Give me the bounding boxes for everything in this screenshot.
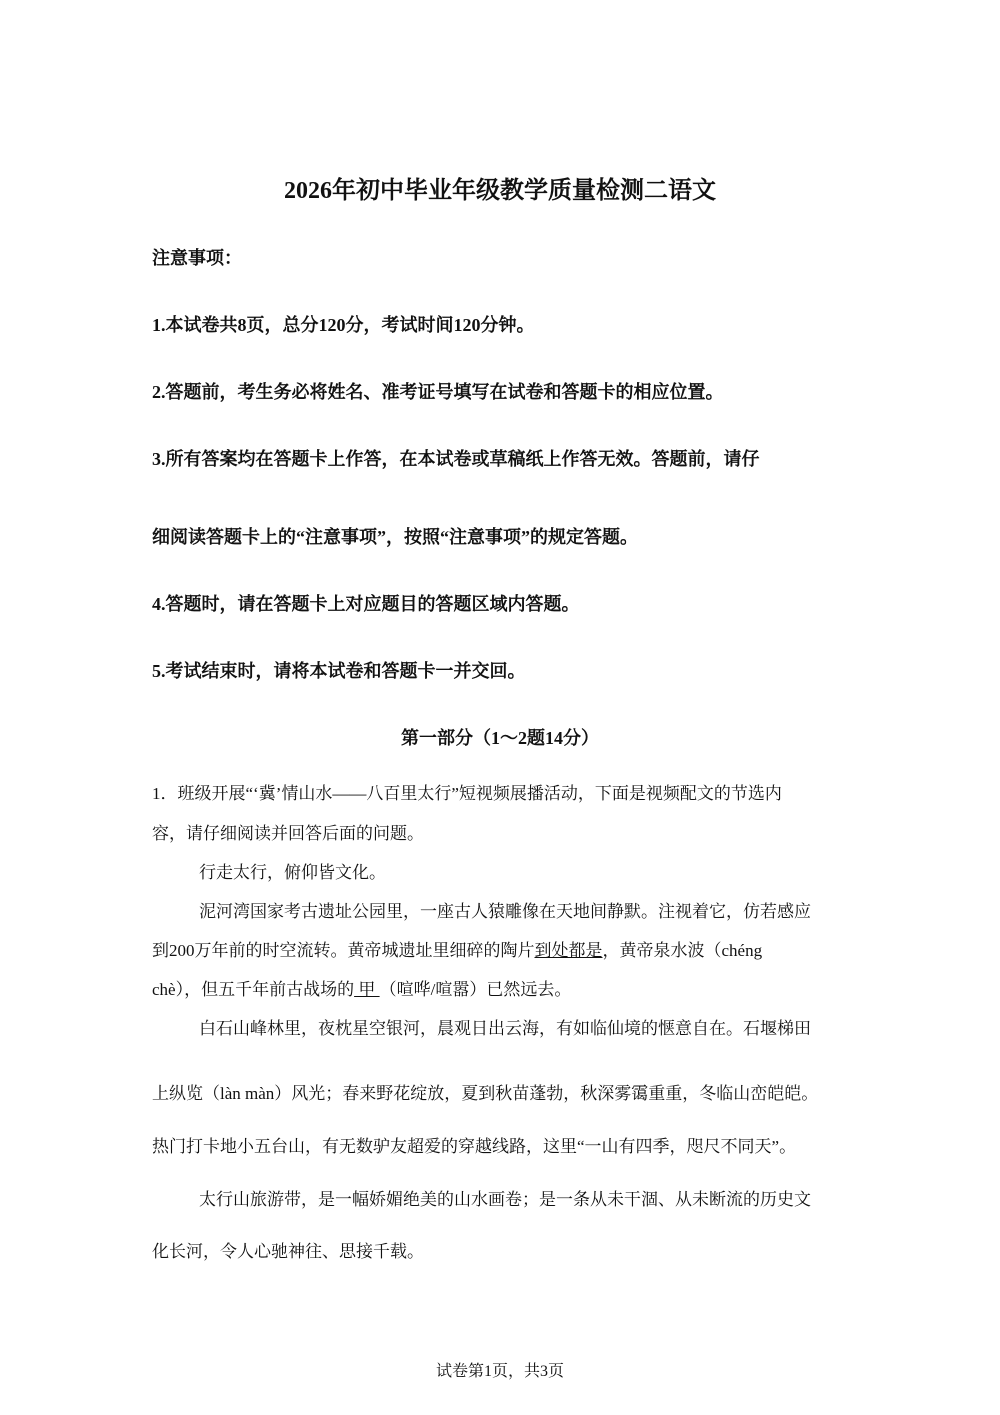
notice-item-3-line-1: 3.所有答案均在答题卡上作答，在本试卷或草稿纸上作答无效。答题前，请仔 <box>152 449 760 469</box>
notice-item-5: 5.考试结束时，请将本试卷和答题卡一并交回。 <box>152 661 526 681</box>
question-1-stem-line-2: 容，请仔细阅读并回答后面的问题。 <box>152 824 424 843</box>
p2-line2-text-a: 到200万年前的时空流转。黄帝城遗址里细碎的陶片 <box>152 941 535 960</box>
passage-paragraph-4-line-1: 太行山旅游带，是一幅娇媚绝美的山水画卷；是一条从未干涸、从未断流的历史文 <box>199 1190 811 1209</box>
notice-item-2: 2.答题前，考生务必将姓名、准考证号填写在试卷和答题卡的相应位置。 <box>152 382 724 402</box>
page-title: 2026年初中毕业年级教学质量检测二语文 <box>284 178 716 204</box>
underlined-phrase: 到处都是 <box>534 941 603 960</box>
passage-paragraph-4-line-2: 化长河，令人心驰神往、思接千载。 <box>152 1242 424 1261</box>
passage-paragraph-3-line-2: 上纵览（làn màn）风光；春来野花绽放，夏到秋苗蓬勃，秋深雾霭重重，冬临山峦皑皑。 <box>152 1084 819 1103</box>
notice-heading: 注意事项： <box>152 248 242 268</box>
notice-item-3-line-2: 细阅读答题卡上的“注意事项”，按照“注意事项”的规定答题。 <box>152 527 638 547</box>
passage-paragraph-3-line-3: 热门打卡地小五台山，有无数驴友超爱的穿越线路，这里“一山有四季，咫尺不同天”。 <box>152 1137 797 1156</box>
passage-paragraph-1: 行走太行，俯仰皆文化。 <box>199 863 386 882</box>
p2-line2-text-b: ，黄帝泉水波（chéng <box>602 941 763 960</box>
passage-paragraph-3-line-1: 白石山峰林里，夜枕星空银河，晨观日出云海，有如临仙境的惬意自在。石堰梯田 <box>199 1019 811 1038</box>
p2-line3-text-a: chè），但五千年前古战场的 <box>152 980 355 999</box>
p2-line3-text-b: （喧哗/喧嚣）已然远去。 <box>379 980 572 999</box>
page-footer: 试卷第1页，共3页 <box>435 1363 564 1380</box>
passage-paragraph-2-line-3 <box>152 975 571 1000</box>
question-1-stem-line-1: 1．班级开展“‘冀’情山水——八百里太行”短视频展播活动，下面是视频配文的节选内 <box>152 784 782 803</box>
notice-item-4: 4.答题时，请在答题卡上对应题目的答题区域内答题。 <box>152 594 580 614</box>
notice-item-1: 1.本试卷共8页，总分120分，考试时间120分钟。 <box>152 315 535 335</box>
passage-paragraph-2-line-2 <box>152 936 762 961</box>
passage-paragraph-2-line-1: 泥河湾国家考古遗址公园里，一座古人猿雕像在天地间静默。注视着它，仿若感应 <box>199 902 811 921</box>
section-title: 第一部分（1～2题14分） <box>401 728 599 748</box>
blank-jia: 甲 <box>354 980 380 999</box>
